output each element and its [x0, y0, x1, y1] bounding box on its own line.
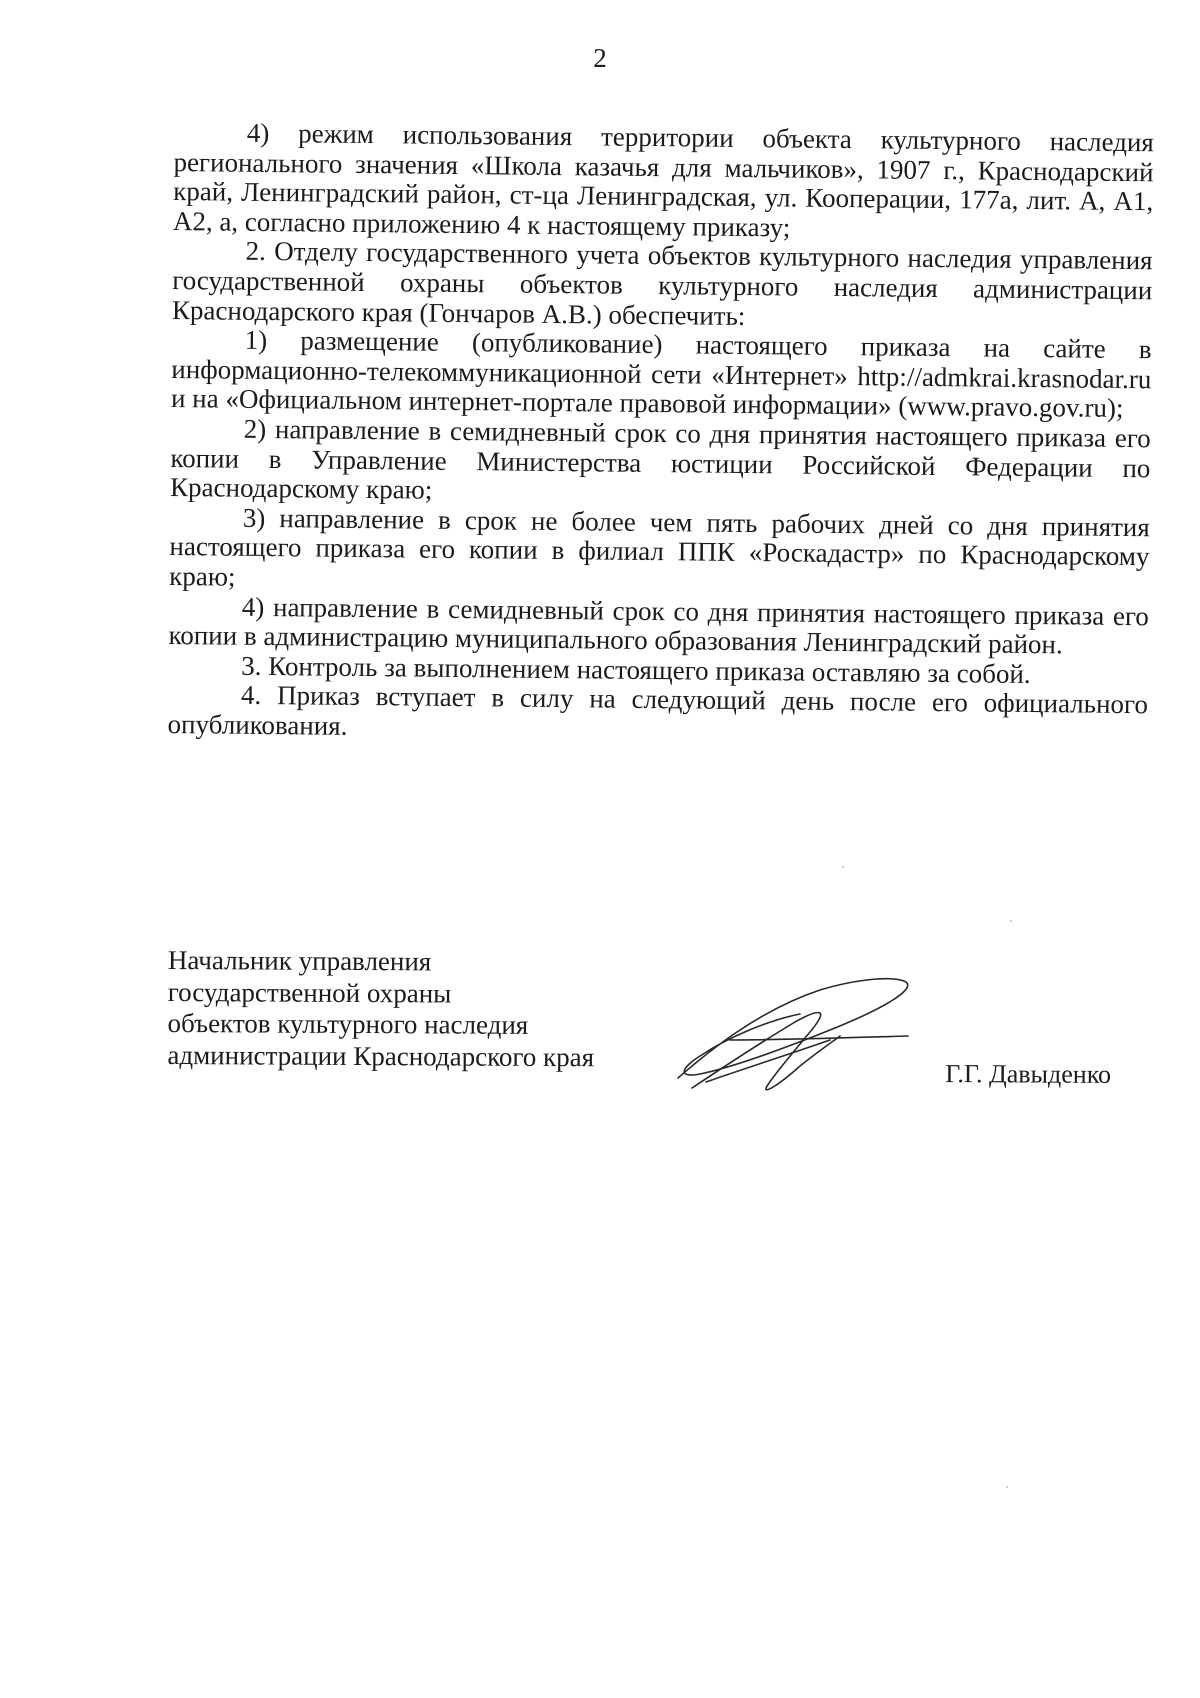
signatory-position-line: государственной охраны — [167, 976, 452, 1008]
paragraph-ministry-of-justice: 2) направление в семидневный срок со дня принятия настоящего приказа его копии в Управление Министерства юстиции Российской Федерации по Краснодарскому краю; — [169, 413, 1151, 505]
signatory-position-line: администрации Краснодарского края — [167, 1039, 595, 1072]
paragraph-clause-4: 4. Приказ вступает в силу на следующий день после его официального опубликования. — [167, 680, 1149, 741]
handwritten-signature — [670, 970, 920, 1100]
paragraph-clause-2: 2. Отделу государственного учета объектов культурного наследия управления государственной охраны объектов культурного наследия администрации Краснодарского края (Гончаров А.В.) обеспечить: — [171, 236, 1153, 331]
signatory-name: Г.Г. Давыденко — [945, 1059, 1112, 1089]
scan-speck — [1006, 1486, 1008, 1488]
order-body — [167, 118, 1153, 750]
paragraph-territory-regime: 4) режим использования территории объекта культурного наследия регионального значения «Школа казачья для мальчиков», 1907 г., Краснодарский край, Ленинградский район, ст-ца Ленинградская, ул. Кооперации, 177а, лит. А, А1, А2, а, согласно приложению 4 к настоящему приказу; — [172, 117, 1154, 243]
signatory-position-line: объектов культурного наследия — [167, 1007, 529, 1040]
paragraph-municipal-administration: 4) направление в семидневный срок со дня принятия настоящего приказа его копии в администрацию муниципального образования Ленинградский район. — [168, 591, 1149, 660]
scan-speck — [1010, 920, 1012, 922]
paragraph-publication: 1) размещение (опубликование) настоящего приказа на сайте в информационно-телекоммуникационной сети «Интернет» http://admkrai.krasnodar.ru и на «Официальном интернет-портале правовой информации» (www.pravo.gov.ru); — [170, 324, 1152, 424]
paragraph-clause-3: 3. Контроль за выполнением настоящего приказа оставляю за собой. — [241, 650, 1031, 689]
signature-block — [167, 945, 1168, 1130]
signatory-position — [167, 945, 594, 1073]
page-number: 2 — [593, 43, 607, 73]
paragraph-roskadastr: 3) направление в срок не более чем пять рабочих дней со дня принятия настоящего приказа его копии в филиал ППК «Роскадастр» по Краснодарскому краю; — [169, 502, 1150, 592]
scan-speck — [842, 866, 844, 868]
signatory-position-line: Начальник управления — [167, 945, 432, 977]
